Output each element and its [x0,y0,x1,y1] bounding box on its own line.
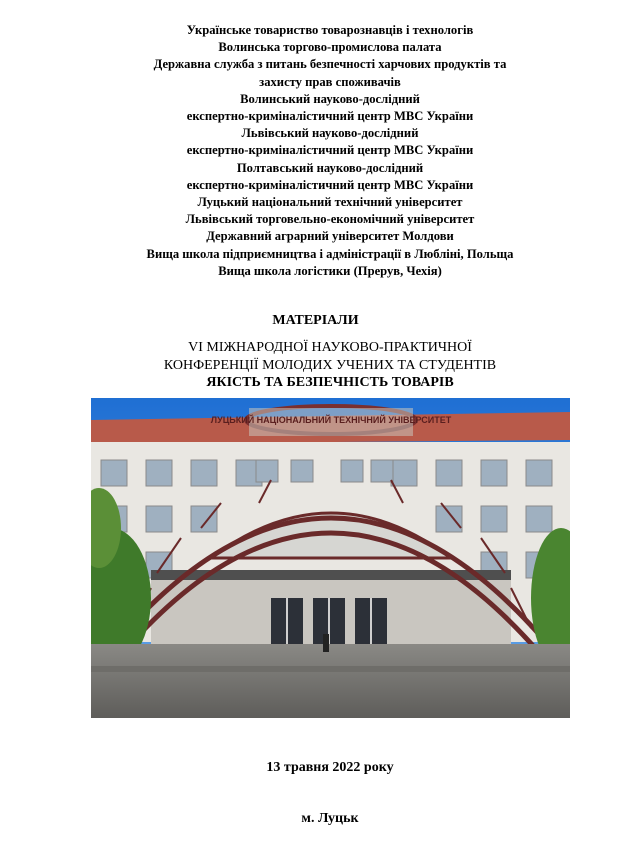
conference-line-1: VI МІЖНАРОДНОЇ НАУКОВО-ПРАКТИЧНОЇ [188,340,472,355]
conference-title: ЯКІСТЬ ТА БЕЗПЕЧНІСТЬ ТОВАРІВ [206,375,454,390]
organizer-line: Українське товариство товарознавців і технологів [186,23,474,37]
organizer-line: Вища школа логістики (Прерув, Чехія) [218,263,442,278]
organizer-line: Вища школа підприємництва і адміністрації в Люблінi, Польща [146,246,514,261]
conference-line-2: КОНФЕРЕНЦІЇ МОЛОДИХ УЧЕНИХ ТА СТУДЕНТІВ [163,357,497,373]
organizer-line: Луцький національний технічний університет [197,195,463,210]
organizer-line: Державний аграрний університет Молдови [206,229,454,244]
university-building-photo [91,398,570,718]
organizer-line: Державна служба з питань безпечності харчових продуктів та [153,57,507,72]
organizer-line: експертно-криміналістичний центр МВС України [186,109,474,124]
organizer-line: Львівський торговельно-економічний університет [185,212,475,227]
organizer-line: захисту прав споживачів [259,74,401,89]
organizer-line: Волинська торгово-промислова палата [218,40,442,55]
conference-city: м. Луцьк [301,811,359,826]
building-sign-text: ЛУЦЬКИЙ НАЦІОНАЛЬНИЙ ТЕХНІЧНИЙ УНІВЕРСИТЕТ [210,415,452,425]
materials-heading: МАТЕРІАЛИ [272,313,359,328]
conference-description [0,339,631,374]
organizer-line: Полтавський науково-дослідний [236,160,424,175]
organizers-list [60,22,600,280]
organizer-line: експертно-криміналістичний центр МВС України [186,143,474,158]
organizer-line: експертно-криміналістичний центр МВС України [186,177,474,192]
organizer-line: Львівський науково-дослідний [241,126,419,141]
organizer-line: Волинський науково-дослідний [240,91,420,106]
conference-date: 13 травня 2022 року [266,760,394,775]
